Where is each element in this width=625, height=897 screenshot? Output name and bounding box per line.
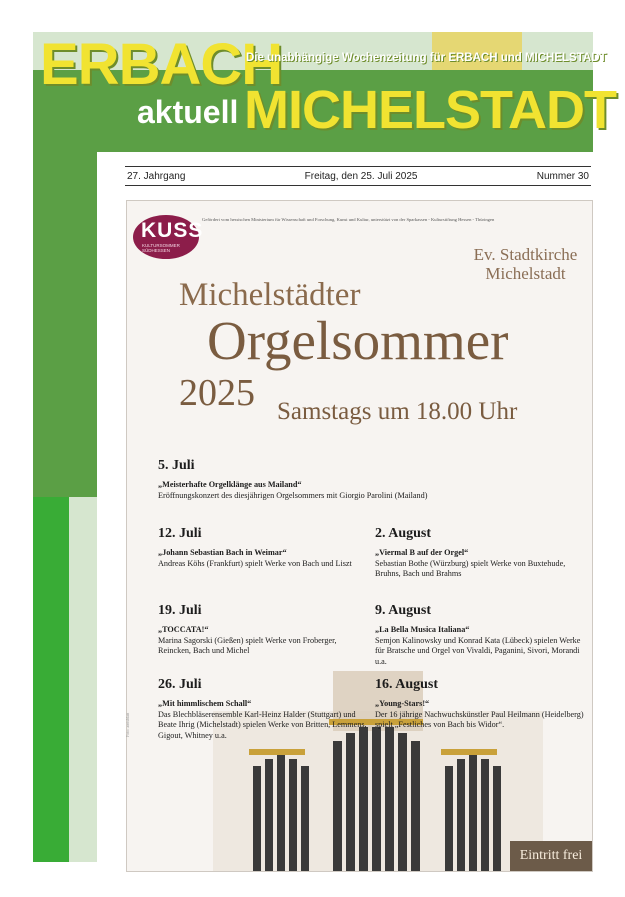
event-item — [375, 526, 585, 580]
event-description: Das Blechbläserensemble Karl-Heinz Halder (Stuttgart) und Beate Ihrig (Michelstadt) spielen Werke von Britten, Lemmens, Gigout, Whitney u.a. — [158, 709, 367, 740]
event-description: Der 16 jährige Nachwuchskünstler Paul Heilmann (Heidelberg) spielt „Festliches von Bach bis Widor“. — [375, 709, 584, 729]
sponsor-line: Gefördert vom hessischen Ministerium für Wissenschaft und Forschung, Kunst und Kultur, unterstützt von der Sparkassen - Kulturstiftung Hessen - Thüringen — [202, 217, 495, 222]
event-date: 9. August — [375, 603, 432, 618]
event-item — [158, 603, 368, 657]
admission-label: Eintritt frei — [510, 841, 592, 871]
kuss-logo-subtext: KULTURSOMMER SÜDHESSEN — [142, 243, 180, 254]
concert-poster — [126, 200, 593, 872]
church-name — [463, 245, 588, 283]
issue-date: Freitag, den 25. Juli 2025 — [304, 170, 418, 182]
masthead-logo-michelstadt: MICHELSTADT — [244, 80, 616, 140]
event-description: Sebastian Bothe (Würzburg) spielt Werke von Buxtehude, Bruhns, Bach und Brahms — [375, 558, 566, 578]
church-line-2: Michelstadt — [485, 264, 566, 283]
event-date: 12. Juli — [158, 526, 202, 541]
masthead-logo-erbach: ERBACH — [40, 32, 283, 97]
event-item — [375, 603, 585, 667]
event-description: Marina Sagorski (Gießen) spielt Werke von Froberger, Reincken, Bach und Michel — [158, 635, 337, 655]
side-stripe-dark — [33, 152, 97, 497]
event-item — [158, 677, 368, 741]
poster-title-line-1: Michelstädter — [179, 277, 361, 313]
event-date: 2. August — [375, 526, 432, 541]
event-date: 5. Juli — [158, 458, 195, 473]
event-item — [158, 458, 558, 501]
event-description: Andreas Köhs (Frankfurt) spielt Werke von Bach und Liszt — [158, 558, 352, 568]
event-title: „Meisterhafte Orgelklänge aus Mailand“ — [158, 480, 302, 489]
masthead-tagline: Die unabhängige Wochenzeitung für ERBACH und MICHELSTADT — [246, 52, 607, 64]
kuss-logo-text: KUSS — [141, 219, 204, 242]
event-title: „Viermal B auf der Orgel“ — [375, 548, 469, 557]
poster-year: 2025 — [179, 372, 255, 414]
event-date: 26. Juli — [158, 677, 202, 692]
issue-info-bar — [125, 166, 591, 186]
event-title: „Mit himmlischem Schall“ — [158, 699, 252, 708]
event-description: Eröffnungskonzert des diesjährigen Orgelsommers mit Giorgio Parolini (Mailand) — [158, 490, 428, 500]
church-line-1: Ev. Stadtkirche — [473, 245, 578, 264]
event-title: „TOCCATA!“ — [158, 625, 209, 634]
event-description: Semjon Kalinowsky und Konrad Kata (Lübeck) spielen Werke für Bratsche und Orgel von Vivaldi, Paganini, Sivori, Morandi u.a. — [375, 635, 581, 666]
event-item — [375, 677, 585, 731]
event-title: „La Bella Musica Italiana“ — [375, 625, 470, 634]
issue-number: Nummer 30 — [536, 170, 589, 182]
poster-title-line-2: Orgelsommer — [207, 310, 509, 371]
issue-volume: 27. Jahrgang — [127, 170, 186, 182]
photo-credit: Foto: amtsblatt — [125, 712, 130, 737]
event-title: „Johann Sebastian Bach in Weimar“ — [158, 548, 287, 557]
event-date: 19. Juli — [158, 603, 202, 618]
event-title: „Young-Stars!“ — [375, 699, 430, 708]
side-stripe-bright — [33, 497, 69, 862]
event-item — [158, 526, 368, 569]
event-date: 16. August — [375, 677, 439, 692]
poster-time: Samstags um 18.00 Uhr — [277, 398, 518, 425]
masthead-logo-aktuell: aktuell — [137, 94, 239, 130]
